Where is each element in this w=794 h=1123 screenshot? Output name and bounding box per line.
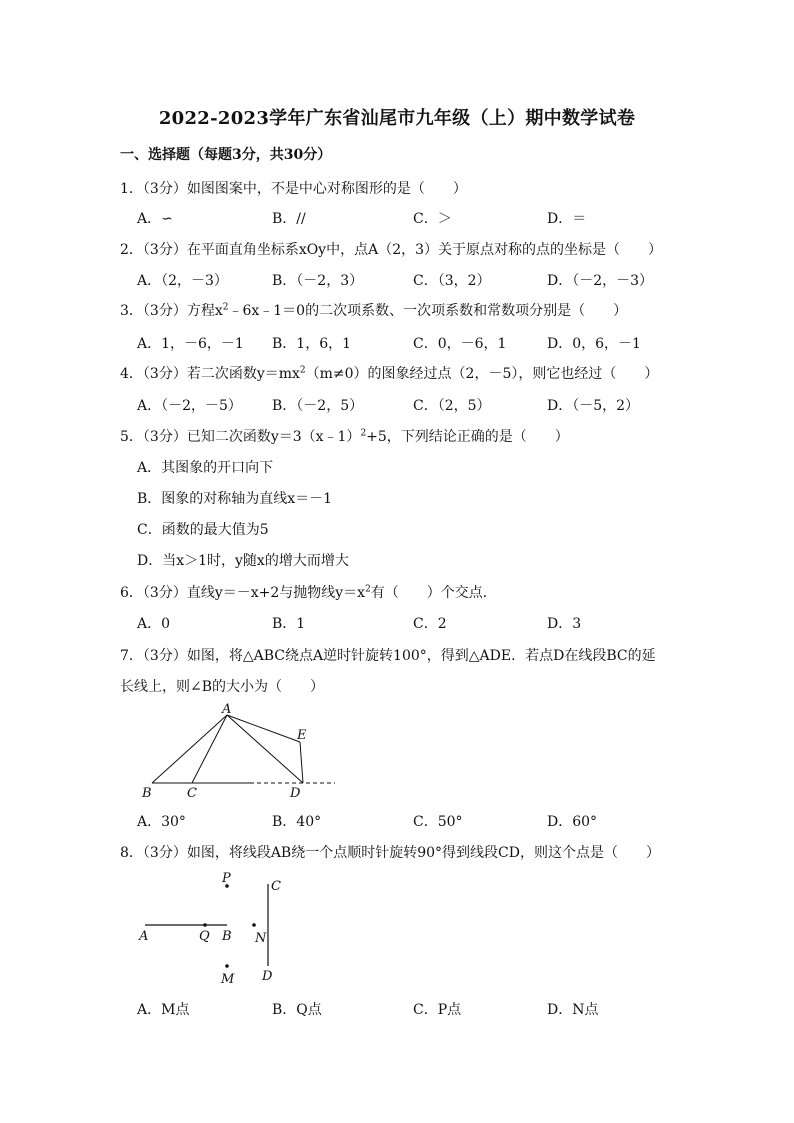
segment-ac <box>192 715 227 783</box>
q7-option-b: B．40° <box>272 814 322 830</box>
q8-option-b: B．Q点 <box>272 1002 322 1018</box>
label-a: A <box>139 929 149 944</box>
q3-option-a: A．1，－6，－1 <box>137 336 244 352</box>
q8-figure <box>135 868 295 990</box>
q5-option-c: C．函数的最大值为5 <box>137 522 269 538</box>
question-4: 4．（3分）若二次函数$y=mx^2(m\ne 0)$的图象经过点（2，－5），则它也经过（ ） <box>120 365 659 382</box>
point-q <box>203 923 207 927</box>
q2-option-b: B．（－2，3） <box>272 273 364 289</box>
label-c: C <box>187 786 197 801</box>
q1-option-c: C．＞ <box>413 211 452 227</box>
label-n: N <box>255 931 267 946</box>
question-7-line-1: 7．（3分）如图，将△ABC绕点A逆时针旋转100°，得到△ADE．若点D在线段BC的延 <box>120 648 656 664</box>
question-2: 2．（3分）在平面直角坐标系xOy中，点A（2，3）关于原点对称的点的坐标是（ ） <box>120 242 663 258</box>
label-b: B <box>142 786 152 801</box>
q6-option-a: A．0 <box>137 616 171 632</box>
q7-option-d: D．60° <box>547 814 598 830</box>
label-m: M <box>221 972 235 987</box>
question-1: 1．（3分）如图图案中，不是中心对称图形的是（ ） <box>120 181 467 197</box>
label-a: A <box>222 702 232 717</box>
question-7-line-2: 长线上，则∠B的大小为（ ） <box>120 679 325 695</box>
segment-ad <box>227 715 303 783</box>
section-heading: 一、选择题（每题3分，共30分） <box>120 147 332 163</box>
question-5: 5．（3分）已知二次函数y＝3（x﹣1）$^2$+5，下列结论正确的是（ ） <box>120 428 569 445</box>
label-d: D <box>262 969 273 984</box>
q7-option-c: C．50° <box>413 814 463 830</box>
q6-option-b: B．1 <box>272 616 306 632</box>
label-b: B <box>222 929 232 944</box>
q1-option-b: B．// <box>272 211 306 227</box>
q1-option-d: D．＝ <box>547 211 587 227</box>
q4-option-c: C．（2，5） <box>413 398 491 414</box>
label-q: Q <box>199 929 210 944</box>
q4-option-a: A．（－2，－5） <box>137 398 242 414</box>
q5-option-a: A．其图象的开口向下 <box>137 460 274 476</box>
point-m <box>225 964 229 968</box>
q2-option-c: C．（3，2） <box>413 273 491 289</box>
q1-option-a: A．∽ <box>137 211 173 227</box>
segment-ae <box>227 715 300 742</box>
q3-option-b: B．1，6，1 <box>272 336 352 352</box>
label-p: P <box>222 871 231 886</box>
label-e: E <box>297 728 307 743</box>
q3-option-c: C．0，－6，1 <box>413 336 507 352</box>
segment-ed <box>300 742 303 783</box>
q5-option-b: B．图象的对称轴为直线x＝－1 <box>137 491 333 507</box>
q4-option-b: B．（－2，5） <box>272 398 364 414</box>
q7-option-a: A．30° <box>137 814 186 830</box>
q8-option-a: A．M点 <box>137 1002 190 1018</box>
q8-option-c: C．P点 <box>413 1002 462 1018</box>
q4-option-d: D．（－5，2） <box>547 398 640 414</box>
q7-figure <box>135 700 345 802</box>
question-6: 6．（3分）直线y＝－x+2与抛物线$y=x^2$有（ ）个交点． <box>120 584 497 601</box>
q6-option-d: D．3 <box>547 616 582 632</box>
q6-option-c: C．2 <box>413 616 447 632</box>
question-3: 3．（3分）方程$x^2﹣6x﹣1=0$的二次项系数、一次项系数和常数项分别是（ ） <box>120 302 628 319</box>
q5-option-d: D．当x＞1时，y随x的增大而增大 <box>137 553 349 569</box>
segment-ab <box>152 715 227 783</box>
q2-option-a: A．（2，－3） <box>137 273 228 289</box>
exam-title: 2022-2023学年广东省汕尾市九年级（上）期中数学试卷 <box>158 108 636 129</box>
q8-option-d: D．N点 <box>547 1002 599 1018</box>
q2-option-d: D．（－2，－3） <box>547 273 654 289</box>
label-c: C <box>271 879 281 894</box>
label-d: D <box>290 786 301 801</box>
q3-option-d: D．0，6，－1 <box>547 336 641 352</box>
question-8: 8．（3分）如图，将线段AB绕一个点顺时针旋转90°得到线段CD，则这个点是（ ） <box>120 845 660 861</box>
point-n <box>252 923 256 927</box>
